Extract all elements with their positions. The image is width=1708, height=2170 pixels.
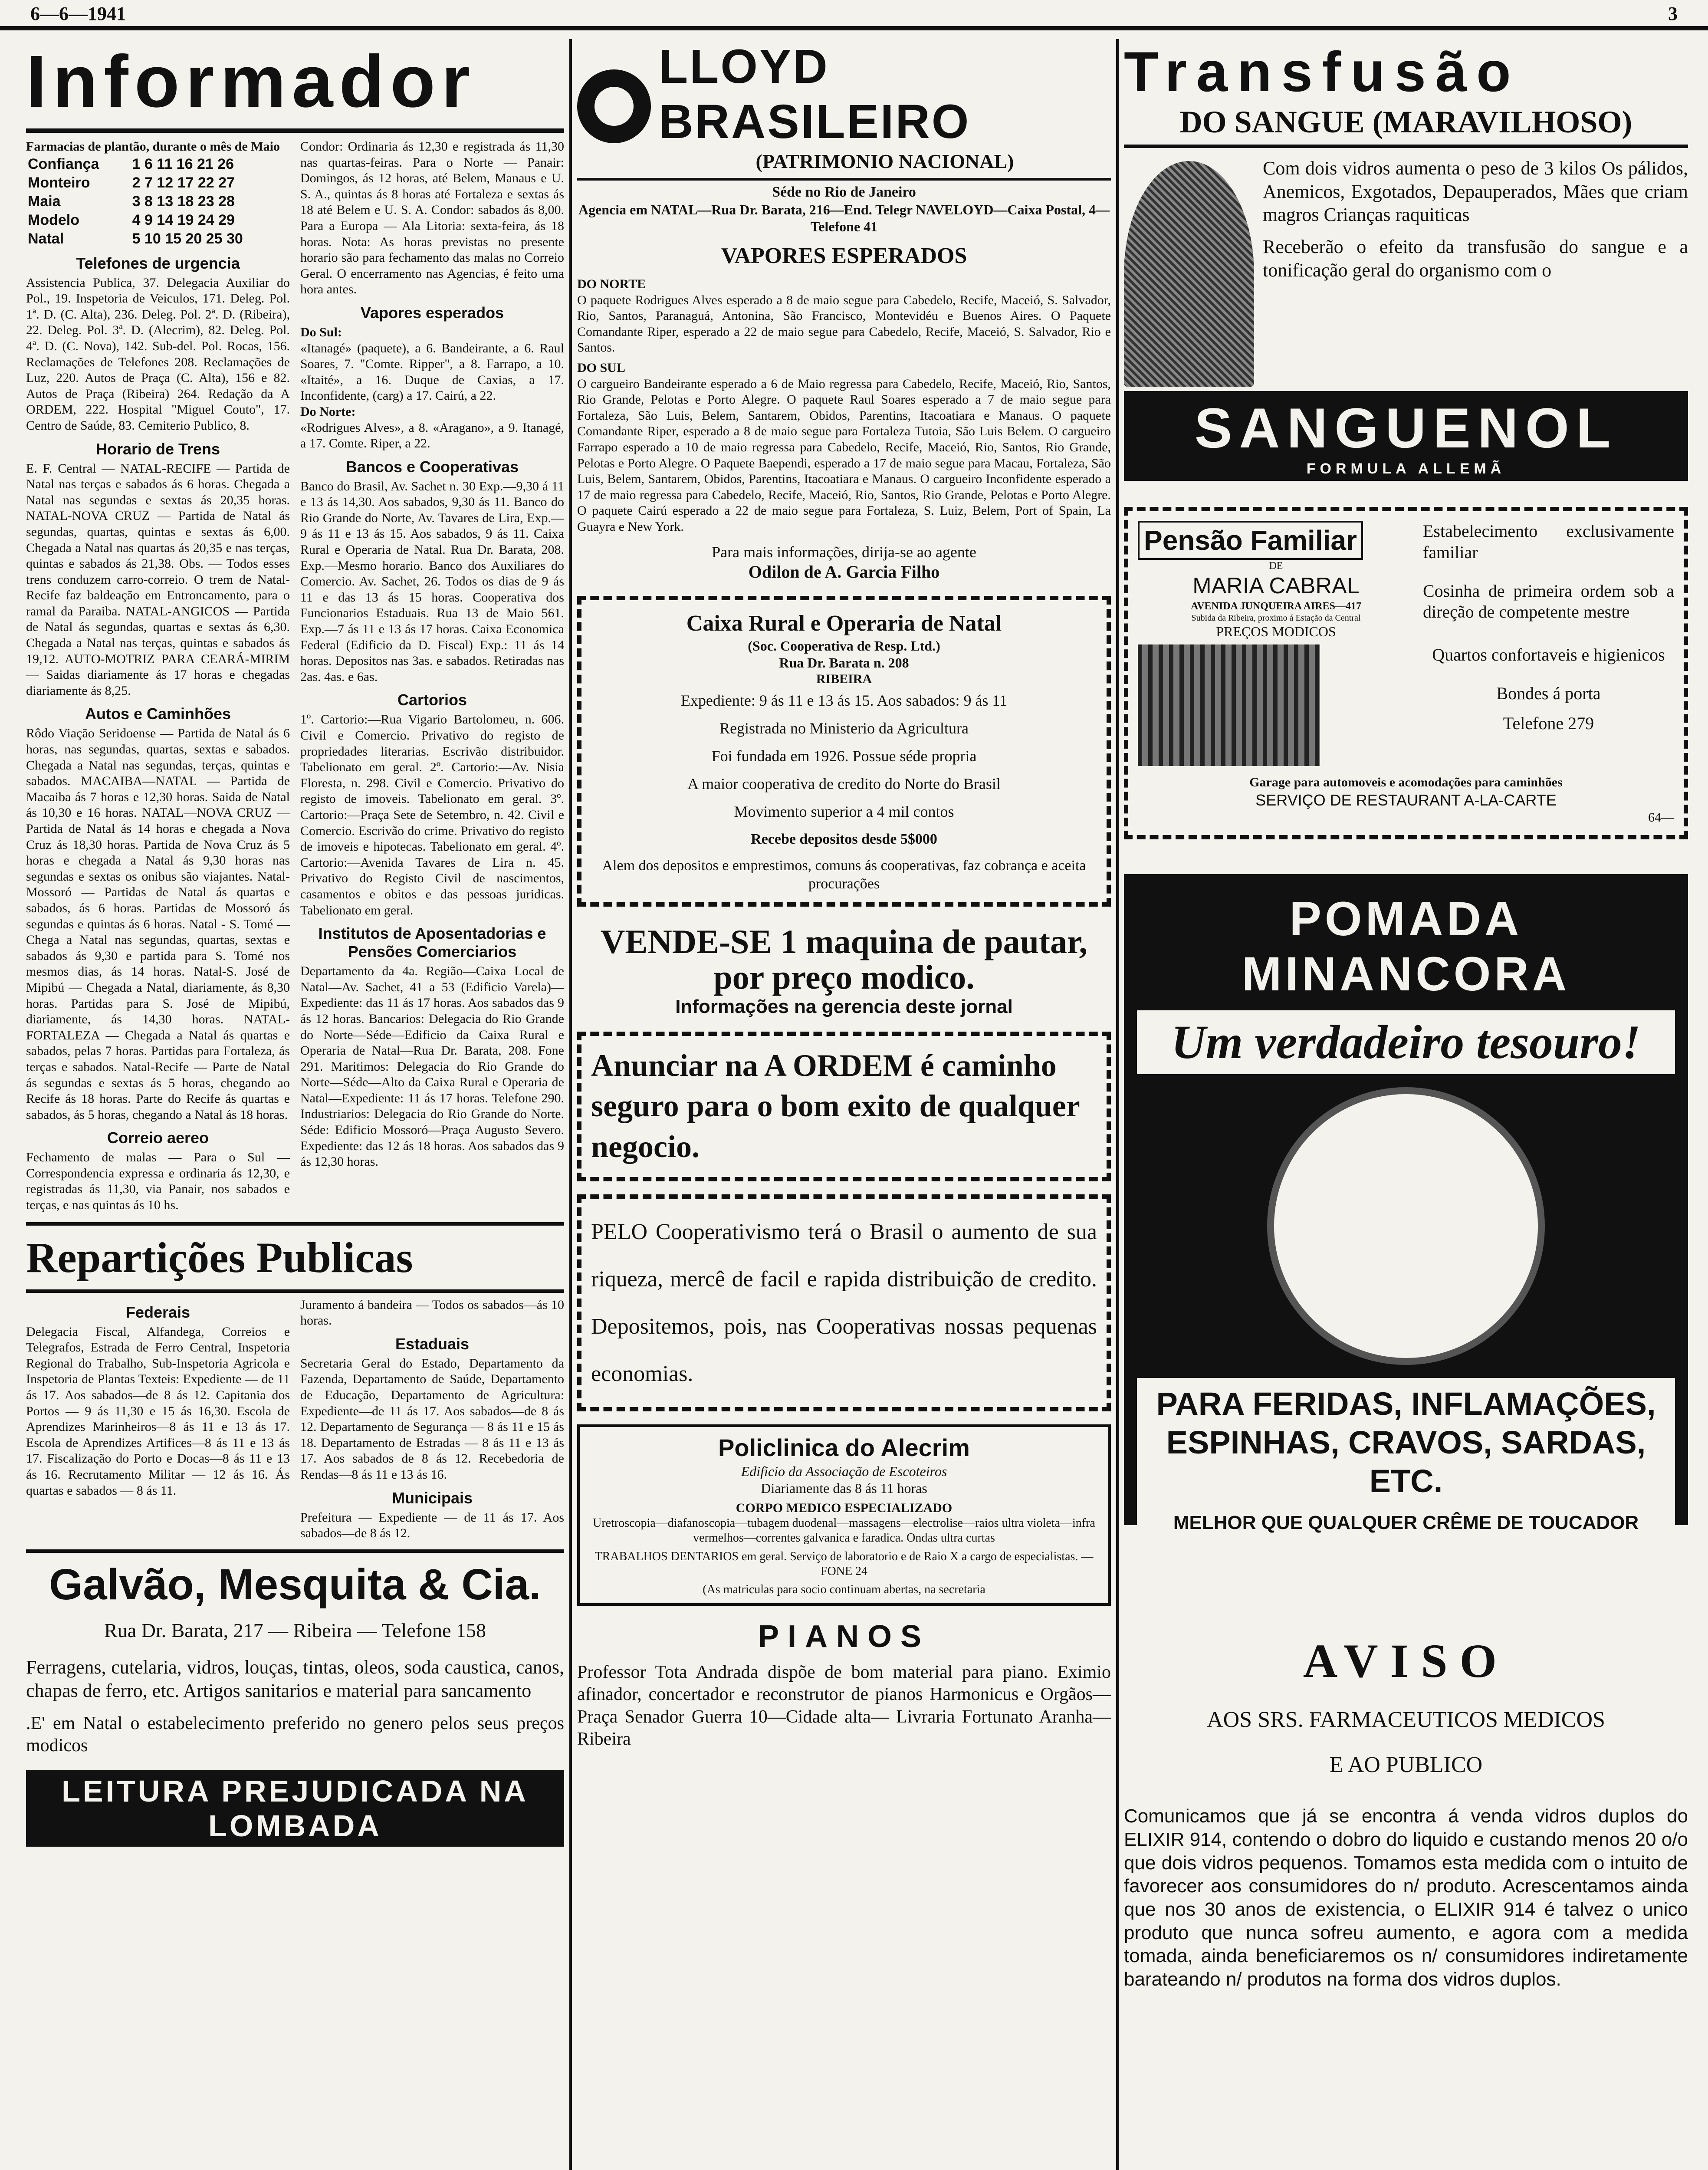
estaduais-text: Secretaria Geral do Estado, Departamento da Fazenda, Departamento de Saúde, Departamento de Educação, Departamento de Agricultura: Expediente—de 11 ás 17. Aos sabados—de 8 ás 12. Departamento de Segurança — 8 ás 11 e 15 ás 18. Departamento de Estradas — 8 ás 11 e 13 ás 17. Aos sabados de 8 ás 12. Recebedoria de Rendas—8 ás 11 e 13 ás 16. [300,1356,564,1482]
sanguenol-brand: SANGUENOL [1194,396,1618,460]
pianos-text: Professor Tota Andrada dispõe de bom material para piano. Eximio afinador, concertador e reconstrutor de pianos Harmonicus e Orgãos—Praça Senador Guerra 10—Cidade alta— Livraria Fortunato Aranha—Ribeira [577,1662,1111,1749]
policlinica-edificio: Edificio da Associação de Escoteiros [741,1463,947,1479]
telefones-title: Telefones de urgencia [76,254,240,272]
lloyd-subtitle: (PATRIMONIO NACIONAL) [755,150,1014,172]
federais-title: Federais [125,1303,191,1321]
caixa-alem: Alem dos depositos e emprestimos, comuns ás cooperativas, faz cobrança e aceita procurações [602,858,1086,892]
institutos-title: Institutos de Aposentadorias e Pensões Comerciarios [318,924,546,961]
anunciar-text: Anunciar na A ORDEM é caminho seguro para o bom exito de qualquer negocio. [591,1048,1080,1164]
condor-text: Condor: Ordinaria ás 12,30 e registrada ás 11,30 nas quartas-feiras. Para o Norte — Panair: Domingos, ás 12 horas, até Belem, Manaus e U. S. A., quintas ás 8 horas até Fortaleza e sextas ás 18 até Belem e U. S. A. Condor: sabados ás 8,00. Para a Europa — Ala Litoria: sexta-feira, ás 18 horas. Nota: As horas previstas no presente horario são para fechamento das malas no Correio Geral. O encerramento nas Agencias, é feito uma hora antes. [300,139,564,297]
vapores-sul: «Itanagé» (paquete), a 6. Bandeirante, a 6. Raul Soares, 7. "Comte. Ripper", a 8. Farrapo, a 10. «Itaité», a 16. Duque de Caxias, a 17. Inconfidente, (carg) a 17. Cairú, a 22. [300,341,564,403]
farmacia-name: Natal [28,230,64,247]
farmacia-name: Maia [28,193,61,210]
lloyd-agencia: Agencia em NATAL—Rua Dr. Barata, 216—End. Telegr NAVELOYD—Caixa Postal, 4—Telefone 41 [578,201,1110,234]
farmacia-days: 3 8 13 18 23 28 [132,193,235,210]
pomada-minancora-ad [1124,874,1688,1533]
column-informador [26,39,564,1847]
column-divider [569,39,572,2170]
lloyd-sede: Séde no Rio de Janeiro [772,184,916,201]
footer-banner: LEITURA PREJUDICADA NA LOMBADA [26,1770,564,1847]
juramento-text: Juramento á bandeira — Todos os sabados—ás 10 horas. [300,1297,564,1328]
policlinica-ad [577,1424,1111,1606]
correio-title: Correio aereo [107,1129,209,1147]
pensao-garage: Garage para automoveis e acomodações para caminhões [1249,775,1563,790]
policlinica-corpo: CORPO MEDICO ESPECIALIZADO [736,1500,953,1515]
pomada-uses: PARA FERIDAS, INFLAMAÇÕES, ESPINHAS, CRAVOS, SARDAS, ETC. [1137,1378,1675,1507]
pensao-title: Pensão Familiar [1138,521,1363,560]
reparticoes-title: Repartições Publicas [26,1222,564,1293]
pensao-estab: Estabelecimento exclusivamente familiar [1422,521,1674,562]
transfusao-text1: Com dois vidros aumenta o peso de 3 kilos Os pálidos, Anemicos, Exgotados, Depauperados, Mães que criam magros Crianças raquiticas [1263,158,1688,226]
caixa-title: Caixa Rural e Operaria de Natal [686,611,1002,636]
minancora-seal-icon [1267,1087,1545,1365]
lloyd-vapores-title: VAPORES ESPERADOS [721,243,967,268]
cartorios-title: Cartorios [397,691,467,709]
sanguenol-logo [1124,391,1688,481]
pensao-bondes: Bondes á porta [1496,683,1601,703]
transfusao-title: Transfusão [1124,40,1521,103]
informador-title: Informador [26,39,564,133]
cooperativismo-ad [577,1194,1111,1412]
caixa-expediente: Expediente: 9 ás 11 e 13 ás 15. Aos sabados: 9 ás 11 [680,692,1008,710]
lloyd-norte-label: DO NORTE [577,277,646,292]
caixa-subtitle: (Soc. Cooperativa de Resp. Ltd.) [748,638,940,654]
institutos-text: Departamento da 4a. Região—Caixa Local de Natal—Av. Sachet, 41 a 53 (Edificio Varela)—Expediente: das 11 ás 17 horas. Aos sabados das 9 ás 12 horas. Bancarios: Delegacia do Rio Grande do Norte—Séde—Edificio da Caixa Rural e Operaria de Natal—Rua Dr. Barata, 208. Fone 291. Maritimos: Delegacia do Rio Grande do Norte—Séde—Alto da Caixa Rural e Operaria de Natal—Expediente: 11 ás 17 horas. Telefone 290. Industriarios: Delegacia do Rio Grande do Norte. Séde: Edificio Mossoró—Praça Augusto Severo. Expediente: das 12 ás 18 horas. Aos sabados das 9 ás 12,30 horas. [300,964,564,1169]
table-row [26,211,290,230]
trens-title: Horario de Trens [95,440,220,458]
farmacia-name: Monteiro [28,174,90,191]
issue-date: 6—6—1941 [30,3,126,24]
vapores-norte-label: Do Norte: [300,404,356,419]
autos-title: Autos e Caminhões [85,705,231,723]
pomada-script: Um verdadeiro tesouro! [1137,1010,1675,1074]
pensao-ad [1124,507,1688,839]
vapores-sul-label: Do Sul: [300,325,342,339]
lloyd-header [577,39,1111,181]
farmacia-name: Modelo [28,211,79,228]
column-right [1124,39,1688,1991]
caixa-registrada: Registrada no Ministerio da Agricultura [719,720,969,737]
lloyd-logo-icon [577,69,651,143]
galvao-goods: Ferragens, cutelaria, vidros, louças, tintas, oleos, soda caustica, canos, chapas de ferro, etc. Artigos sanitarios e material para sancamento [26,1656,564,1701]
column-middle [577,39,1111,1750]
farmacia-days: 2 7 12 17 22 27 [132,174,235,191]
sanguenol-sub: FORMULA ALLEMÃ [1306,460,1506,477]
galvao-title: Galvão, Mesquita & Cia. [26,1549,564,1610]
policlinica-dentarios: TRABALHOS DENTARIOS em geral. Serviço de laboratorio e de Raio X a cargo de especialistas. —FONE 24 [595,1549,1094,1578]
lloyd-norte: O paquete Rodrigues Alves esperado a 8 de maio segue para Cabedelo, Recife, Maceió, S. Salvador, Rio, Santos, Paranaguá, Antonina, São Francisco, Montevidéu e Buenos Aires. O Paquete Comandante Riper, esperado a 22 de maio segue para Cabedelo, Recife, Maceió, S. Salvador, Rio e Santos. [577,293,1111,355]
municipais-title: Municipais [391,1489,473,1507]
column-divider [1116,39,1119,2170]
municipais-text: Prefeitura — Expediente — de 11 ás 17. Aos sabados—de 8 ás 12. [300,1510,564,1541]
pensao-address: AVENIDA JUNQUEIRA AIRES—417 [1190,600,1361,612]
lloyd-sul-label: DO SUL [577,361,625,375]
table-row [26,174,290,192]
caixa-fundada: Foi fundada em 1926. Possue séde propria [711,747,977,765]
table-row [26,155,290,174]
pomada-title: POMADA MINANCORA [1242,892,1570,1001]
farmacia-days: 5 10 15 20 25 30 [132,230,243,247]
transfusao-text2: Receberão o efeito da transfusão do sangue e a tonificação geral do organismo com o [1263,236,1688,281]
caixa-movimento: Movimento superior a 4 mil contos [734,803,954,820]
pianos-title: PIANOS [758,1619,930,1654]
caixa-depositos: Recebe depositos desde 5$000 [751,831,937,847]
policlinica-title: Policlinica do Alecrim [718,1434,970,1462]
caixa-district: RIBEIRA [816,671,872,686]
lloyd-info: Para mais informações, dirija-se ao agente [712,543,976,561]
aviso-title: AVISO [1303,1634,1509,1688]
vapores-title: Vapores esperados [360,303,504,322]
cooperativismo-text: PELO Cooperativismo terá o Brasil o aumento de sua riqueza, mercê de facil e rapida distribuição de credito. Depositemos, pois, nas Cooperativas nossas pequenas economias. [591,1219,1097,1387]
pensao-quartos: Quartos confortaveis e higienicos [1432,645,1665,665]
lloyd-agent: Odilon de A. Garcia Filho [748,562,940,582]
vapores-norte: «Rodrigues Alves», a 8. «Aragano», a 9. Itanagé, a 17. Comte. Riper, a 22. [300,420,564,451]
caixa-maior: A maior cooperativa de credito do Norte do Brasil [687,775,1001,793]
lloyd-title: LLOYD BRASILEIRO [659,40,971,148]
autos-schedule: Rôdo Viação Seridoense — Partida de Natal ás 6 horas, nas segundas, quartas, sextas e sabados. Chegada a Natal nas segundas, terças, quintas e sabados. MACAIBA—NATAL — Partida de Macaiba ás 7 horas e 12,30 horas. Saida de Natal ás 10,30 e 16 horas. NATAL—NOVA CRUZ — Partida de Natal ás 14 horas e chegada a Nova Cruz ás 18,30 horas. Partida de Nova Cruz ás 5 horas e chegada a Natal ás 9,30 horas nas segundas e sextas os onibus são viajantes. Natal-Mossoró — Partidas de Natal ás quartas e sabados, ás 6 horas. Partidas de Mossoró ás segundas e quintas ás 6 horas. Natal - S. Tomé — Chega a Natal nas segundas, quartas, sextas e sabados ás 9,30 e partida para S. Tomé nos mesmos dias, ás 14 horas. Natal-S. José de Mipibú — Chegada a Natal, diariamente, ás 8,30 horas. Partidas para S. José de Mipibú, diariamente, ás 14,30 horas. NATAL-FORTALEZA — Chegada a Natal ás quartas e sabados, pelas 7 horas. Partidas para Fortaleza, ás terças e sabados. Natal-Recife — Parte de Natal ás segundas e sextas ás 5 horas, chegando ao Recife ás 18 horas. Parte do Recife ás quartas e sabados, ás 5 horas, chegando a Natal ás 18 horas. [26,726,290,1122]
policlinica-matriculas: (As matriculas para socio continuam abertas, na secretaria [703,1582,985,1596]
telefones-list: Assistencia Publica, 37. Delegacia Auxiliar do Pol., 19. Inspetoria de Veiculos, 171. Deleg. Pol. 1ª. D. (C. Alta), 236. Deleg. Pol. 2ª. D. (Ribeira), 22. Deleg. Pol. 3ª. D. (Alecrim), 82. Deleg. Pol. 4ª. D. (C. Nova), 142. Sub-del. Pol. Rocas, 156. Reclamações de Telefones 208. Reclamações de Luz, 220. Autos de Praça (C. Alta), 156 e 82. Autos de Praça (Ribeira) 264. Redação da A ORDEM, 222. Hospital "Miguel Couto", 17. Centro de Saúde, 83. Cemiterio Publico, 8. [26,275,290,433]
woman-illustration [1124,161,1254,387]
pensao-telefone: Telefone 279 [1503,713,1594,733]
vende-info: Informações na gerencia deste jornal [675,996,1013,1018]
bancos-title: Bancos e Cooperativas [345,457,519,476]
federais-text: Delegacia Fiscal, Alfandega, Correios e Telegrafos, Estrada de Ferro Central, Inspetoria Regional do Trabalho, Sub-Inspetoria Agricola e Inspetoria de Plantas Texteis: Expediente — de 11 ás 17. Aos sabados—de 8 ás 12. Capitania dos Portos — 9 ás 11,30 e 15 ás 16,30. Escola de Aprendizes Marinheiros—8 ás 11 e 13 ás 17. Escola de Aprendizes Artifices—8 ás 11 e 13 ás 17. Fiscalização do Porto e Docas—8 ás 11 e 13 ás 16. Recrutamento Militar — 12 ás 16. Ás quartas e sabados — 8 ás 11. [26,1324,290,1498]
estaduais-title: Estaduais [395,1335,470,1353]
anunciar-ad [577,1032,1111,1181]
aviso-body: Comunicamos que já se encontra á venda vidros duplos do ELIXIR 914, contendo o dobro do liquido e custando menos 20 o/o que dois vidros pequenos. Tomamos esta medida com o intuito de favorecer aos consumidores do n/ produto. Acrescentamos ainda que nos 30 anos de existencia, o ELIXIR 914 é talvez o unico produto que nunca sofreu aumento, e agora com a medida tomada, ainda beneficiaremos os n/ consumidores indiretamente barateando n/ produtos na forma dos vidros duplos. [1124,1805,1688,1990]
pensao-de: DE [1269,560,1283,572]
farmacia-days: 4 9 14 19 24 29 [132,211,235,228]
pensao-cozinha: Cosinha de primeira ordem sob a direção de competente mestre [1422,581,1674,622]
galvao-address: Rua Dr. Barata, 217 — Ribeira — Telefone 158 [104,1619,486,1641]
page-number: 3 [1668,3,1678,24]
policlinica-horario: Diariamente das 8 ás 11 horas [761,1480,927,1496]
table-row [26,230,290,248]
pensao-owner: MARIA CABRAL [1192,573,1360,599]
cartorios-text: 1º. Cartorio:—Rua Vigario Bartolomeu, n. 606. Civil e Comercio. Privativo do registo de propriedades literarias. Escrivão distribuidor. Tabelionato em geral. 2º. Cartorio:—Av. Nisia Floresta, n. 298. Civil e Comercio. Privativo do registo de imoveis. Tabelionato em geral. 3º. Cartorio:—Praça Sete de Setembro, n. 42. Civil e Comercio. Escrivão do crime. Privativo do registo de imoveis e hipotecas. Tabelionato em geral. 4º. Cartorio:—Avenida Tavares de Lira n. 45. Privativo do Registo Civil de nascimentos, casamentos e obitos e das pessoas juridicas. Tabelionato em geral. [300,712,564,917]
pensao-precos: PREÇOS MODICOS [1216,624,1336,640]
caixa-address: Rua Dr. Barata n. 208 [779,654,909,671]
transfusao-subtitle: DO SANGUE (MARAVILHOSO) [1124,104,1688,148]
farmacia-days: 1 6 11 16 21 26 [132,155,234,172]
pensao-servico: SERVIÇO DE RESTAURANT A-LA-CARTE [1255,791,1557,809]
galvao-tagline: .E' em Natal o estabelecimento preferido no genero pelos seus preços modicos [26,1713,564,1756]
farmacia-name: Confiança [28,155,99,172]
farmacias-table [26,155,290,248]
vende-headline: VENDE-SE 1 maquina de pautar, por preço modico. [601,923,1087,996]
lloyd-sul: O cargueiro Bandeirante esperado a 6 de Maio regressa para Cabedelo, Recife, Maceió, Rio, Santos, Rio Grande, Pelotas e Porto Alegre. O paquete Raul Soares esperado a 7 de maio segue para Fortaleza, São Luis, Belem, Santarem, Obidos, Parentins, Itacoatiara e Manaus. O paquete Comandante Riper, esperado a 8 de maio segue para Fortaleza Tutoia, São Luis Belem. O cargueiro Farrapo esperado a 10 de maio regressa para Cabedelo, Recife, Maceió, Rio, Santos, Rio Grande, Pelotas e Porto Alegre. O Paquete Baependi, esperado a 17 de maio segue para Macau, Fortaleza, São Luis, Belem, Santarem, Obidos, Parentins, Itacoatiara e Manaus. O cargueiro Inconfidente esperado a 17 de maio regressa para Cabedelo, Recife, Maceió, Rio, Santos, Rio Grande, Pelotas e Porto Alegre. O paquete Cairú esperado a 22 de maio segue para Fortaleza, S. Luiz, Belem, Port of Spain, La Guayra e New York. [577,376,1111,534]
pomada-slogan: MELHOR QUE QUALQUER CRÊME DE TOUCADOR [1137,1508,1675,1538]
policlinica-servicos: Uretroscopia—diafanoscopia—tubagem duodenal—massagens—electrolise—raios ultra violeta—infra vermelhos—correntes galvanica e faradica. Ondas ultra curtas [593,1516,1095,1545]
correio-text: Fechamento de malas — Para o Sul — Correspondencia expressa e ordinaria ás 12,30, e registradas ás 11,30, via Panair, nos sabados e terças, e nas quintas ás 10 hs. [26,1150,290,1213]
aviso-line1: AOS SRS. FARMACEUTICOS MEDICOS [1207,1707,1605,1733]
building-photo [1138,644,1320,766]
farmacias-title: Farmacias de plantão, durante o mês de Maio [26,139,280,154]
pensao-subida: Subida da Ribeira, proximo á Estação da Central [1191,613,1361,623]
aviso-line2: E AO PUBLICO [1329,1752,1483,1777]
trens-schedule: E. F. Central — NATAL-RECIFE — Partida de Natal nas terças e sabados ás 6 horas. Chegada a Natal nas segundas e sextas ás 20,35 horas. NATAL-NOVA CRUZ — Partida de Natal ás segundas, quartas, quintas e sextas ás 6,00. Chegada a Natal nas quartas ás 20,35 e nas terças, quintas e sabados ás 21,38. Obs. — Todos esses trens conduzem carro-correio. O trem de Natal-Recife faz baldeação em Entroncamento, para o ramal da Paraiba. NATAL-ANGICOS — Partida de Natal ás segundas, quartas e sextas ás 6,30. Chegada a Natal nas terças, quintas e sabados ás 19,12. AUTO-MOTRIZ PARA CEARÁ-MIRIM — Saidas diariamente ás 17 horas e chegadas diariamente ás 8,25. [26,461,290,698]
table-row [26,192,290,211]
top-rule [0,0,1708,30]
caixa-rural-ad [577,596,1111,907]
pensao-code: 64— [1648,810,1674,825]
bancos-text: Banco do Brasil, Av. Sachet n. 30 Exp.—9,30 á 11 e 13 ás 14,30. Aos sabados, 9,30 ás 11. Banco do Rio Grande do Norte, Av. Tavares de Lira, Exp.—9 ás 11 e 13 ás 15. Aos sabados, 9 ás 11. Caixa Rural e Operaria de Natal. Rua Dr. Barata, 208. Exp.—Mesmo horario. Banco dos Auxiliares do Comercio. Av. Sachet, 26. Todos os dias de 9 ás 11 e das 13 ás 15 horas. Cooperativa dos Funcionarios Estaduais. Rua 13 de Maio 561. Exp.—7 ás 11 e 13 ás 17 horas. Caixa Economica Federal (Edificio da D. Fiscal) Exp.: 11 ás 14 horas. Depositos nas 3as. e sabados. Retiradas nas 2as. 4as. e 6as. [300,479,564,684]
